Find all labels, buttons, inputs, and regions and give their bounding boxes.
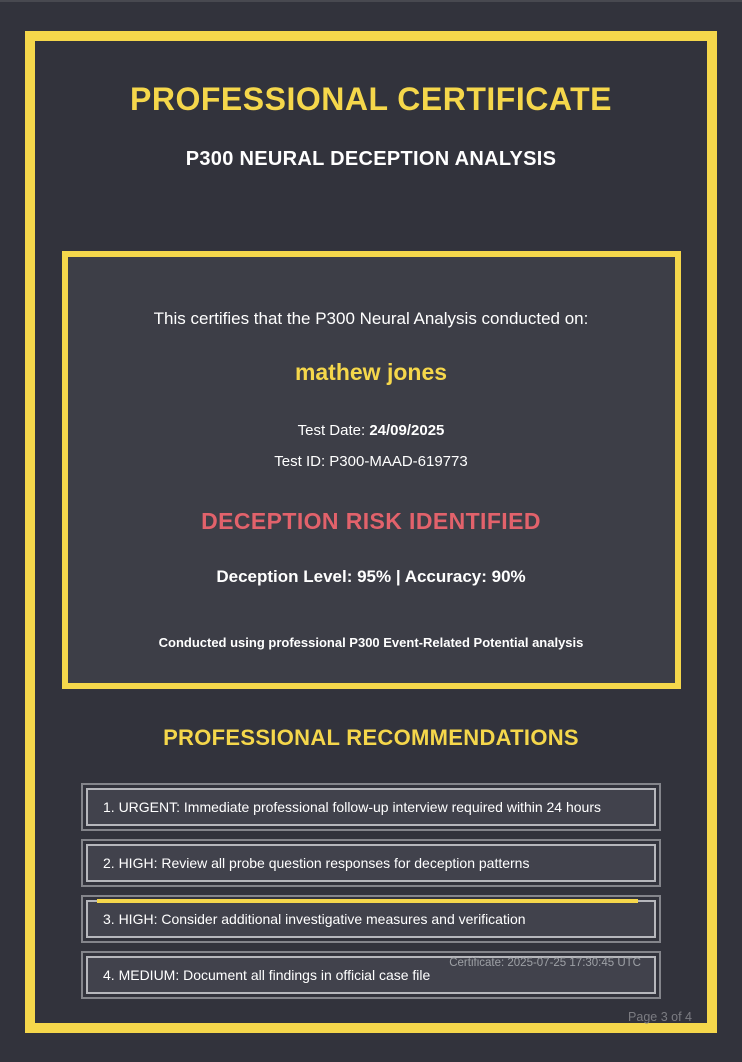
metrics-line: Deception Level: 95% | Accuracy: 90% (216, 567, 526, 586)
certificate-timestamp: Certificate: 2025-07-25 17:30:45 UTC (449, 957, 641, 969)
recommendation-item-2 (81, 839, 661, 887)
recommendation-text: 3. HIGH: Consider additional investigative measures and verification (86, 900, 656, 938)
test-date-line (68, 422, 675, 439)
progress-bar (97, 899, 638, 903)
recommendation-item-4 (81, 951, 661, 999)
recommendation-item-1 (81, 783, 661, 831)
page-title: PROFESSIONAL CERTIFICATE (130, 81, 612, 117)
risk-status-heading: DECEPTION RISK IDENTIFIED (201, 508, 541, 534)
certify-statement: This certifies that the P300 Neural Analysis conducted on: (153, 309, 589, 328)
recommendation-text: 2. HIGH: Review all probe question responses for deception patterns (86, 844, 656, 882)
subject-name: mathew jones (294, 359, 448, 385)
page-border-frame (25, 31, 717, 1033)
page-subtitle: P300 NEURAL DECEPTION ANALYSIS (185, 148, 557, 170)
recommendation-item-3 (81, 895, 661, 943)
page-number: Page 3 of 4 (628, 1010, 692, 1024)
test-date-value: 24/09/2025 (369, 422, 445, 439)
test-date-label: Test Date: (297, 422, 366, 439)
test-id-label: Test ID: (274, 453, 326, 470)
recommendation-text: 4. MEDIUM: Document all findings in official case file (86, 956, 656, 994)
top-divider (0, 0, 742, 2)
test-id-value: P300-MAAD-619773 (329, 453, 468, 470)
recommendations-heading: PROFESSIONAL RECOMMENDATIONS (163, 725, 579, 750)
recommendations-list (81, 783, 661, 999)
method-note: Conducted using professional P300 Event-Related Potential analysis (158, 635, 584, 650)
recommendation-text: 1. URGENT: Immediate professional follow-up interview required within 24 hours (86, 788, 656, 826)
test-id-line (68, 453, 675, 470)
certificate-panel (62, 251, 681, 689)
